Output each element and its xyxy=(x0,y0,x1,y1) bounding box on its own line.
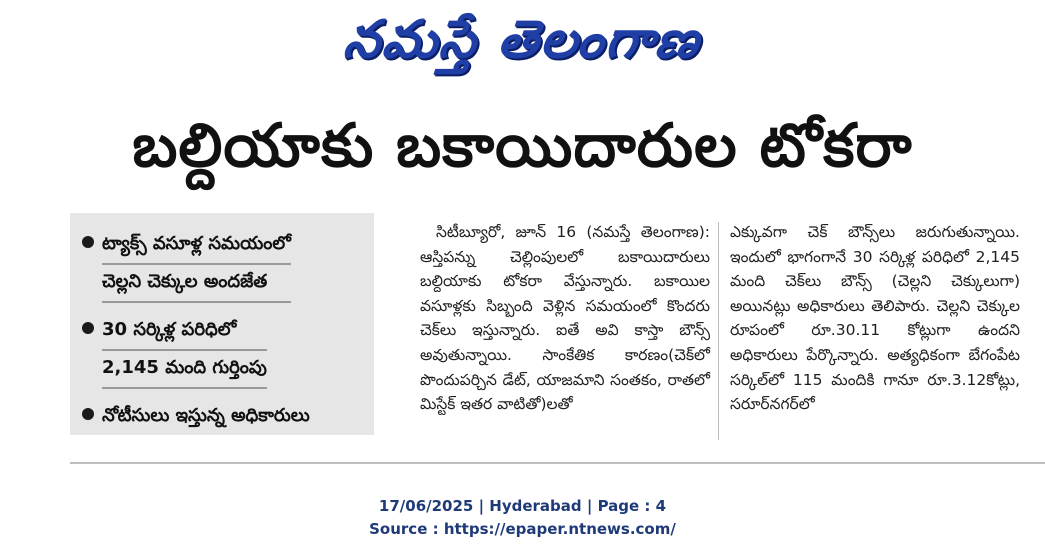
highlight-line: నోటీసులు ఇస్తున్న అధికారులు xyxy=(102,405,310,426)
highlight-item xyxy=(82,313,364,389)
bullet-icon xyxy=(82,322,94,334)
article-headline: బల్దియాకు బకాయిదారుల టోకరా xyxy=(132,111,913,181)
highlights-box xyxy=(70,213,374,435)
footer-dateline: 17/06/2025 | Hyderabad | Page : 4 xyxy=(378,497,667,515)
article-column-2: ఎక్కువగా చెక్ బౌన్స్‌లు జరుగుతున్నాయి. ఇందులో భాగంగానే 30 సర్కిళ్ల పరిధిలో 2,145 మంది చెక్‌లు బౌన్స్ (చెల్లని చెక్కులుగా) అయినట్లు అధికారులు తెలిపారు. చెల్లని చెక్కుల రూపంలో రూ.30.11 కోట్లుగా ఉందని అధికారులు పేర్కొన్నారు. అత్యధికంగా బేగంపేట సర్కిల్‌లో 115 మందికి గానూ రూ.3.12కోట్లు, సరూర్‌నగర్‌లో xyxy=(730,223,1020,414)
highlight-line: ట్యాక్స్ వసూళ్ల సమయంలో xyxy=(102,227,291,265)
bullet-icon xyxy=(82,408,94,420)
highlight-item xyxy=(82,227,364,303)
bullet-icon xyxy=(82,236,94,248)
highlight-line: 30 సర్కిళ్ల పరిధిలో xyxy=(102,313,267,351)
bottom-divider xyxy=(70,462,1045,464)
highlight-line: చెల్లని చెక్కుల అందజేత xyxy=(102,265,291,303)
newspaper-masthead xyxy=(0,4,1045,80)
column-divider xyxy=(718,222,719,440)
masthead-title: నమస్తే తెలంగాణ xyxy=(341,10,704,70)
highlight-line: 2,145 మంది గుర్తింపు xyxy=(102,351,267,389)
footer-source-link[interactable]: Source : https://epaper.ntnews.com/ xyxy=(369,520,676,538)
highlight-item xyxy=(82,399,364,435)
article-column-1: సిటీబ్యూరో, జూన్ 16 (నమస్తే తెలంగాణ): ఆస్తిపన్ను చెల్లింపులలో బకాయిదారులు బల్దియాకు టోకరా వేస్తున్నారు. బకాయిల వసూళ్లకు సిబ్బంది వెళ్లిన సమయంలో కొందరు చెక్‌లు ఇస్తున్నారు. ఐతే అవి కాస్తా బౌన్స్ అవుతున్నాయి. సాంకేతిక కారణం(చెక్‌లో పొందుపర్చిన డేట్, యాజమాని సంతకం, రాతలో మిస్టేక్ ఇతర వాటితో)లతో xyxy=(420,223,710,414)
